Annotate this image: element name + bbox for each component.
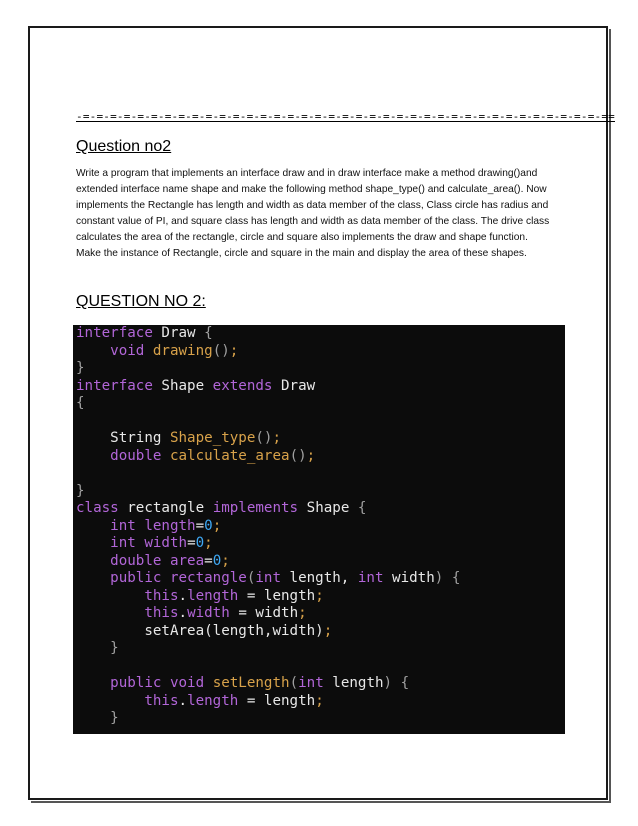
code-line [76,640,565,658]
code-token [392,675,401,691]
code-token: () [255,430,273,446]
code-token: Shape_type [169,430,256,446]
code-token: ; [221,552,230,569]
code-token: ) [383,675,393,691]
code-token: ; [306,447,316,464]
code-token: public [110,570,162,586]
code-token: interface [76,325,153,341]
code-line [76,413,565,431]
code-token: ; [204,535,213,551]
code-token: setArea(length,width) [76,622,324,639]
code-token: ; [229,342,239,359]
code-token: int [298,675,324,691]
code-token: { [76,395,85,411]
code-token: = length [238,587,316,604]
code-token [161,570,170,586]
code-token: int [110,517,136,534]
code-line [76,448,565,466]
code-token: double [110,447,162,464]
code-token: double [110,552,162,569]
question-heading: Question no2 [76,138,172,155]
code-token: { [357,500,367,516]
code-token: length [187,692,239,709]
code-token: public [110,675,162,691]
code-token: rectangle [118,500,213,516]
code-token [76,448,110,464]
code-token: () [289,447,307,464]
code-line [76,395,565,413]
code-token: } [76,360,85,376]
code-token [443,570,452,586]
code-line [76,535,565,553]
code-token: rectangle [169,570,247,586]
code-token: drawing [152,342,213,359]
code-token [144,343,153,359]
code-line [76,360,565,378]
code-token: length [187,587,239,604]
code-token: int [110,535,136,551]
code-token: = length [238,692,316,709]
code-token: Draw [152,325,205,341]
code-token: extends [212,377,273,394]
code-token: this [144,692,179,709]
code-token [204,675,213,691]
code-token: width [144,535,188,551]
code-line [76,500,565,518]
code-token: void [169,675,205,691]
code-token: ; [323,622,333,639]
code-content [73,325,565,728]
question-text [76,166,576,262]
code-token: int [255,570,282,586]
code-token [76,675,110,691]
code-token: Draw [272,377,316,394]
code-token: } [110,710,119,726]
code-token: width [187,605,230,621]
question-line: constant value of PI, and square class has length and width as data member of the class. The drive class [76,216,550,227]
code-token: implements [212,500,299,516]
code-token: length [144,517,196,534]
code-line [76,518,565,536]
code-token: ; [298,605,307,621]
code-line [76,675,565,693]
code-token: 0 [195,535,205,551]
code-token: area [169,552,205,569]
code-line [76,623,565,641]
code-token: () [212,342,230,359]
code-token [76,710,110,726]
code-line [76,378,565,396]
code-token: length, [281,570,358,586]
code-token [76,605,144,621]
code-token: } [76,482,85,499]
code-line [76,430,565,448]
code-token: { [451,570,461,586]
code-token: this [144,605,179,621]
code-token: ; [315,587,324,604]
code-block [73,325,565,734]
code-line [76,483,565,501]
code-token: } [110,640,119,656]
question-line: Write a program that implements an interface draw and in draw interface make a method drawing()and [76,168,538,179]
code-token: 0 [204,517,213,534]
code-token: ; [315,692,324,709]
code-token: int [357,570,384,586]
code-token: interface [76,377,153,394]
code-token: = width [229,605,299,621]
code-token: { [204,325,213,341]
code-token: ( [289,675,299,691]
code-token [76,640,110,656]
code-token: String [76,430,170,446]
code-token [76,693,144,709]
code-token: . [178,605,188,621]
code-token: ( [246,570,256,586]
code-token: setLength [212,675,290,691]
question-line: extended interface name shape and make the following method shape_type() and calculate_area(). Now [76,184,547,195]
code-token: class [76,500,119,516]
code-token: ; [212,517,222,534]
code-token [161,553,170,569]
code-token: Shape [152,377,213,394]
answer-heading: QUESTION NO 2: [76,293,206,310]
code-line [76,588,565,606]
code-line [76,465,565,483]
code-line [76,693,565,711]
code-token: width [383,570,435,586]
code-line [76,605,565,623]
code-token: = [204,552,213,569]
code-token: Shape [298,500,358,516]
code-token [76,343,110,359]
code-token [161,675,170,691]
code-token: = [187,535,196,551]
code-token [76,518,110,534]
code-line [76,710,565,728]
code-token: . [178,692,188,709]
code-line [76,658,565,676]
code-line [76,570,565,588]
section-divider: -=-=-=-=-=-=-=-=-=-=-=-=-=-=-=-=-=-=-=-=-=-=-=-=-=-=-=-=-=-=-=-=-=-=-=-=-=-=-== [76,110,615,123]
code-token: . [178,587,188,604]
code-token: this [144,587,179,604]
code-line [76,553,565,571]
code-token: 0 [212,552,222,569]
code-token: { [400,675,410,691]
question-line: Make the instance of Rectangle, circle and square in the main and display the area of these shapes. [76,248,527,259]
code-token: = [195,517,205,534]
code-line [76,343,565,361]
code-token [76,588,144,604]
code-token: length [323,675,384,691]
code-token: void [110,342,145,359]
code-token: calculate_area [169,447,290,464]
code-token: ; [272,430,282,446]
code-token [76,570,110,586]
code-token [76,535,110,551]
question-line: calculates the area of the rectangle, circle and square also implements the draw and shape function. [76,232,528,243]
code-token [76,553,110,569]
code-line [76,325,565,343]
code-token: ) [434,570,444,586]
code-token [161,448,170,464]
question-line: implements the Rectangle has length and width as data member of the class, Class circle has radius and [76,200,549,211]
